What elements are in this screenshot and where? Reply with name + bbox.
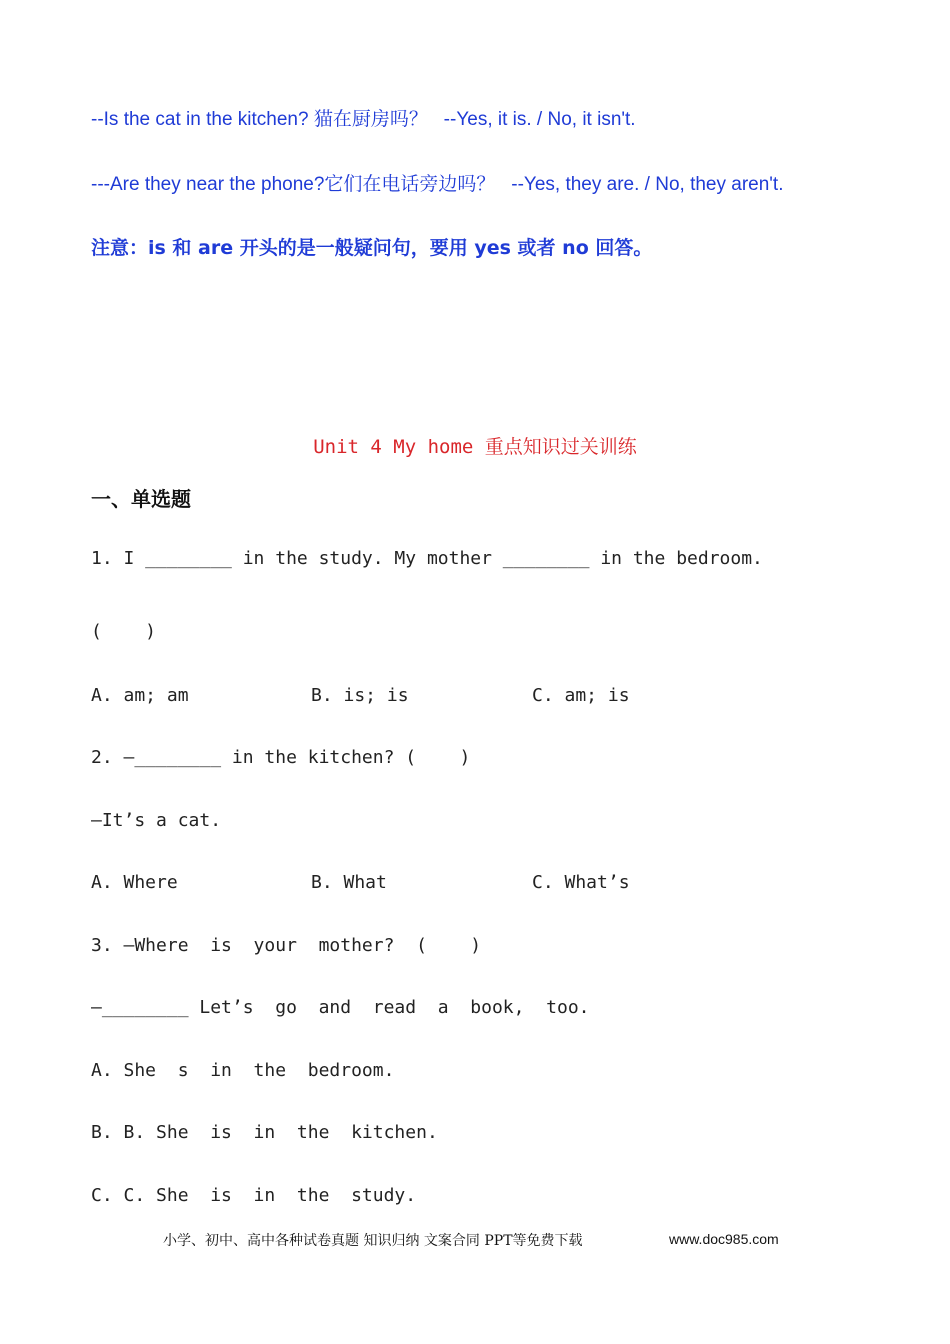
question-1-option-b: B. is; is (311, 685, 409, 706)
intro-line-1: --Is the cat in the kitchen? 猫在厨房吗？ --Yes, it is. / No, it isn't. (91, 109, 636, 130)
question-2-stem: 2. —________ in the kitchen? ( ) (91, 747, 471, 768)
question-3-option-b: B. B. She is in the kitchen. (91, 1122, 438, 1143)
question-1-option-a: A. am; am (91, 685, 189, 706)
section-heading: 一、单选题 (91, 487, 191, 511)
question-1-stem: 1. I ________ in the study. My mother ________ in the bedroom. (91, 548, 763, 569)
question-2-reply: —It’s a cat. (91, 810, 222, 831)
question-2-option-b: B. What (311, 872, 387, 893)
question-3-option-c: C. C. She is in the study. (91, 1185, 417, 1206)
worksheet-title: Unit 4 My home 重点知识过关训练 (313, 436, 637, 458)
question-3-option-a: A. She s in the bedroom. (91, 1060, 395, 1081)
question-1-answer-bracket: ( ) (91, 621, 157, 642)
question-1-option-c: C. am; is (532, 685, 630, 706)
question-3-stem: 3. —Where is your mother? ( ) (91, 935, 482, 956)
intro-line-2: ---Are they near the phone?它们在电话旁边吗？ --Yes, they are. / No, they aren't. (91, 174, 784, 195)
footer-text: 小学、初中、高中各种试卷真题 知识归纳 文案合同 PPT等免费下载 (163, 1233, 583, 1249)
footer-link[interactable]: www.doc985.com (669, 1231, 779, 1247)
grammar-note: 注意：is 和 are 开头的是一般疑问句，要用 yes 或者 no 回答。 (91, 237, 653, 259)
question-3-reply: —________ Let’s go and read a book, too. (91, 997, 590, 1018)
question-2-option-c: C. What’s (532, 872, 630, 893)
question-2-option-a: A. Where (91, 872, 178, 893)
